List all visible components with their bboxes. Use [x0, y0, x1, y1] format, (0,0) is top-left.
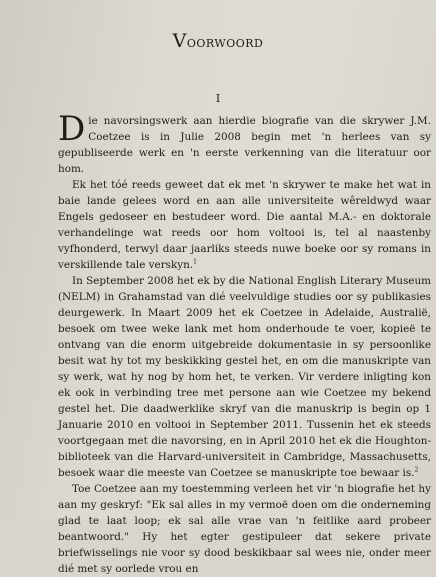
drop-cap: D: [58, 109, 86, 149]
paragraph-2: Ek het tóé reeds geweet dat ek met 'n skrywer te make het wat in baie lande gelees word en aan alle universiteite wêreldwyd waar Engels gedoseer en bestudeer word. Die aantal M.A.- en doktorale verhandelinge wat reeds oor hom voltooi is, tel al naastenby vyfhonderd, terwyl daar jaarliks steeds nuwe boeke oor sy romans in verskillende tale verskyn.$^1$: [58, 179, 431, 271]
paragraph-4: Toe Coetzee aan my toestemming verleen het vir 'n biografie het hy aan my geskryf: "Ek sal alles in my vermoë doen om die onderneming glad te laat loop; ek sal alle vrae van 'n feitlike aard probeer beantwoord." Hy het egter gestipuleer dat sekere private briefwisselings nie voor sy dood beskikbaar sal wees nie, onder meer dié met sy oorlede vrou en: [58, 483, 431, 575]
paragraph-1: Die navorsingswerk aan hierdie biografie van die skrywer J.M. Coetzee is in Julie 2008 begin met 'n herlees van sy gepubliseerde werk en 'n eerste verkenning van die literatuur oor hom.: [58, 109, 431, 175]
footnote-marker: 1: [193, 258, 197, 266]
footnote-marker: 2: [414, 466, 419, 474]
chapter-title: Voorwoord: [172, 30, 264, 52]
section-number: I: [215, 92, 221, 105]
body-text: [58, 109, 431, 577]
paragraph-3: In September 2008 het ek by die National English Literary Museum (NELM) in Grahamstad van dié veelvuldige studies oor sy publikasies deurgewerk. In Maart 2009 het ek Coetzee in Adelaide, Australië, besoek om twee weke lank met hom onderhoude te voer, kopieë te ontvang van die enorm uitgebreide dokumentasie in sy persoonlike besit wat hy tot my beskikking gestel het, en om die manuskripte van sy werk, wat hy nog by hom het, te verken. Vir verdere inligting kon ek ook in verbinding tree met persone aan wie Coetzee my bekend gestel het. Die daadwerklike skryf van die manuskrip is begin op 1 Januarie 2010 en voltooi in September 2011. Tussenin het ek steeds voortgegaan met die navorsing, en in April 2010 het ek die Houghton-biblioteek van die Harvard-universiteit in Cambridge, Massachusetts, besoek waar die meeste van Coetzee se manuskripte toe bewaar is.$^2$: [58, 275, 431, 479]
